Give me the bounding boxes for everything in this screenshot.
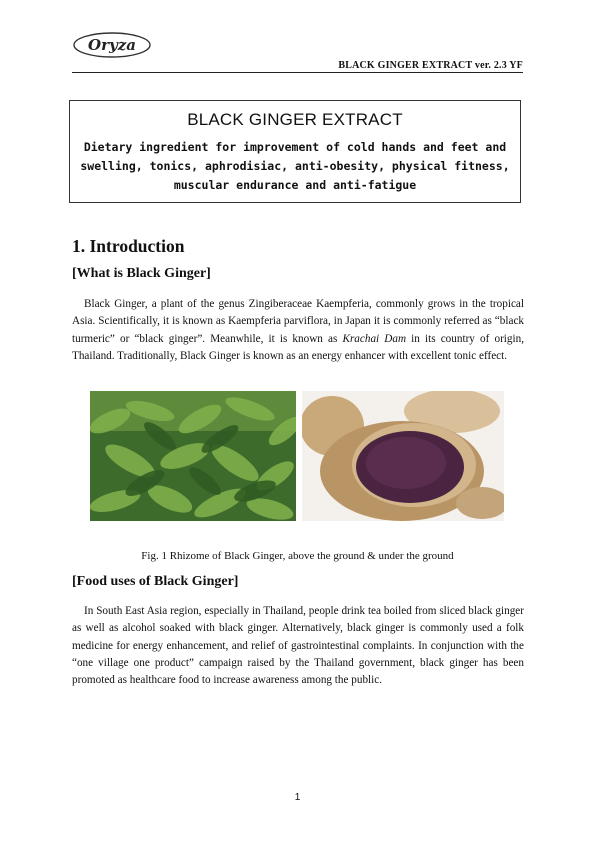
- figure-caption: Fig. 1 Rhizome of Black Ginger, above the ground & under the ground: [141, 550, 454, 562]
- paragraph-italic-term: Krachai Dam: [342, 332, 407, 345]
- subheading-what-is-black-ginger: [What is Black Ginger]: [72, 266, 211, 281]
- oryza-logo: [72, 30, 152, 60]
- paragraph-text: in its country of origin, Thailand. Traditionally, Black Ginger is known as an energy enhancer with excellent tonic effect.: [72, 332, 524, 362]
- header-divider: [72, 72, 523, 73]
- subheading-food-uses: [Food uses of Black Ginger]: [72, 574, 239, 589]
- paragraph-what-is-black-ginger: [72, 296, 524, 365]
- black-ginger-rhizome-photo: [302, 391, 504, 521]
- paragraph-food-uses: In South East Asia region, especially in Thailand, people drink tea boiled from sliced black ginger as well as alcohol soaked with black ginger. Alternatively, black ginger is commonly used a folk medicine for energy enhancement, and relief of gastrointestinal complaints. In conjunction with the “one village one product” campaign raised by the Thailand government, black ginger has been promoted as healthcare food to increase awareness among the public.: [72, 605, 524, 687]
- black-ginger-plant-photo: [90, 391, 296, 521]
- document-title: BLACK GINGER EXTRACT: [187, 110, 403, 129]
- document-version: BLACK GINGER EXTRACT ver. 2.3 YF: [338, 60, 523, 71]
- paragraph-text: Black Ginger, a plant of the genus Zingiberaceae Kaempferia, commonly grows in the tropical Asia. Scientifically, it is known as Kaempferia parviflora, in Japan it is commonly referred as “black turmeric” or “black ginger”. Meanwhile, it is known as: [72, 298, 524, 345]
- section-heading-introduction: 1. Introduction: [72, 236, 185, 256]
- document-subtitle: Dietary ingredient for improvement of cold hands and feet and swelling, tonics, aphrodisiac, anti-obesity, physical fitness, muscular endurance and anti-fatigue: [80, 140, 510, 192]
- title-box: [69, 100, 521, 203]
- page-number: 1: [294, 792, 301, 803]
- logo-text: Oryza: [88, 36, 136, 54]
